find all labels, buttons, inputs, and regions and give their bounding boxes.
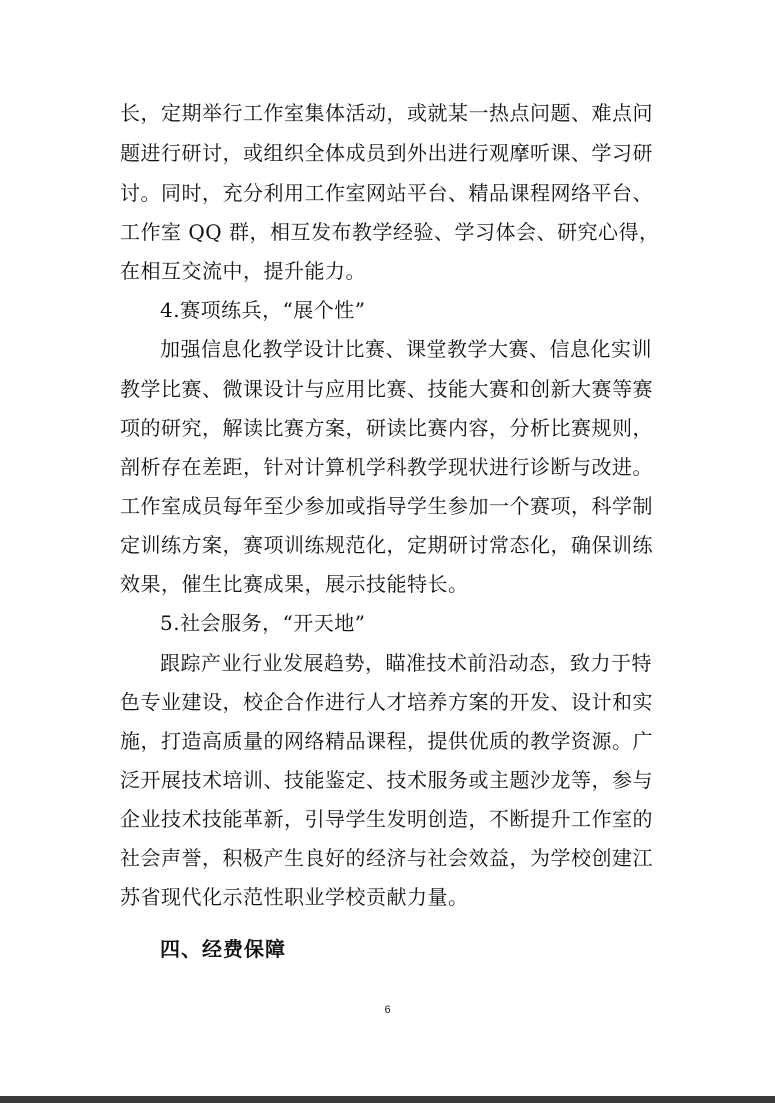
bottom-edge-bar [0, 1096, 775, 1103]
subsection-title: 5.社会服务，“开天地” [160, 611, 366, 635]
paragraph-line: 效果，催生比赛成果，展示技能特长。 [120, 572, 469, 596]
paragraph-line: 社会声誉，积极产生良好的经济与社会效益，为学校创建江 [120, 846, 653, 870]
paragraph-line: 在相互交流中，提升能力。 [120, 259, 366, 283]
paragraph-line: 长，定期举行工作室集体活动，或就某一热点问题、难点问 [120, 101, 653, 125]
paragraph-line: 工作室 QQ 群，相互发布教学经验、学习体会、研究心得， [120, 220, 660, 244]
paragraph-line: 项的研究，解读比赛方案，研读比赛内容，分析比赛规则， [120, 416, 653, 440]
paragraph-line: 企业技术技能革新，引导学生发明创造，不断提升工作室的 [120, 807, 653, 831]
subsection-title: 4.赛项练兵，“展个性” [160, 298, 366, 322]
paragraph-line: 教学比赛、微课设计与应用比赛、技能大赛和创新大赛等赛 [120, 377, 653, 401]
paragraph-line: 剖析存在差距，针对计算机学科教学现状进行诊断与改进。 [120, 455, 653, 479]
paragraph-line: 定训练方案，赛项训练规范化，定期研讨常态化，确保训练 [120, 533, 653, 557]
paragraph-line: 讨。同时，充分利用工作室网站平台、精品课程网络平台、 [120, 181, 653, 205]
paragraph-line: 泛开展技术培训、技能鉴定、技术服务或主题沙龙等，参与 [120, 768, 653, 792]
page-number: 6 [384, 1004, 391, 1016]
section-heading: 四、经费保障 [160, 937, 286, 961]
paragraph-line: 色专业建设，校企合作进行人才培养方案的开发、设计和实 [120, 690, 653, 714]
paragraph-line: 苏省现代化示范性职业学校贡献力量。 [120, 885, 469, 909]
paragraph-line: 工作室成员每年至少参加或指导学生参加一个赛项，科学制 [120, 494, 653, 518]
paragraph-line: 加强信息化教学设计比赛、课堂教学大赛、信息化实训 [160, 337, 652, 361]
paragraph-line: 题进行研讨，或组织全体成员到外出进行观摩听课、学习研 [120, 141, 653, 165]
paragraph-line: 施，打造高质量的网络精品课程，提供优质的教学资源。广 [120, 729, 653, 753]
paragraph-line: 跟踪产业行业发展趋势，瞄准技术前沿动态，致力于特 [160, 651, 652, 675]
